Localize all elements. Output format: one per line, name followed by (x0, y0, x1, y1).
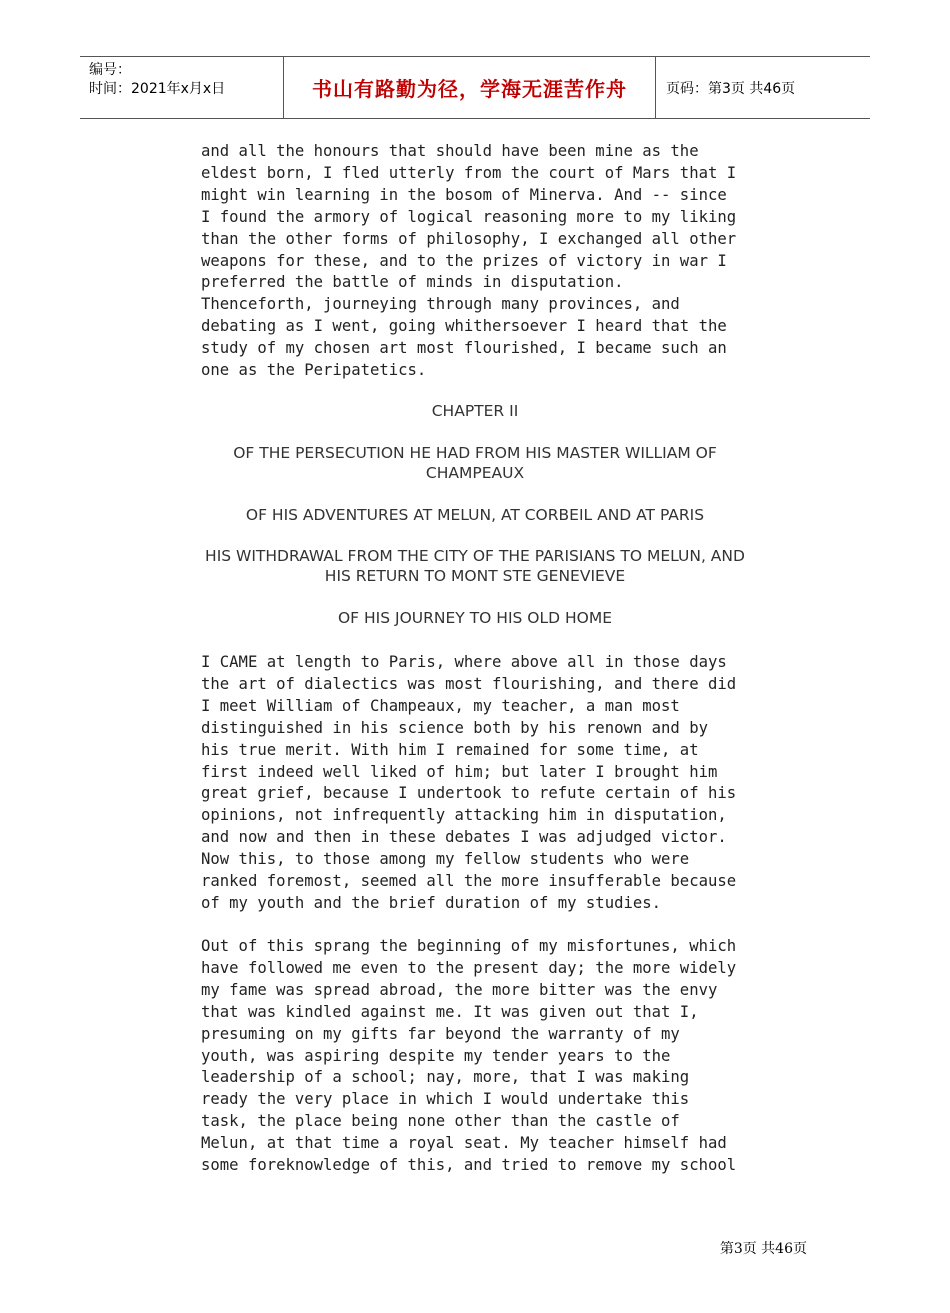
chapter-heading-4: OF HIS JOURNEY TO HIS OLD HOME (337, 609, 612, 627)
paragraph-2: I CAME at length to Paris, where above all in those days the art of dialectics was most flourishing, and there did I meet William of Champeaux, my teacher, a man most distinguished in his science both by his renown and by his true merit. With him I remained for some time, at first indeed well liked of him; but later I brought him great grief, because I undertook to refute certain of his opinions, not infrequently attacking him in disputation, and now and then in these debates I was adjudged victor. Now this, to those among my fellow students who were ranked foremost, seemed all the more insufferable because of my youth and the brief duration of my studies. (201, 653, 737, 912)
chapter-heading-3: HIS WITHDRAWAL FROM THE CITY OF THE PARISIANS TO MELUN, AND HIS RETURN TO MONT STE GENEVIEVE (205, 547, 745, 585)
page-header (80, 56, 870, 119)
paragraph-1: and all the honours that should have been mine as the eldest born, I fled utterly from the court of Mars that I might win learning in the bosom of Minerva. And -- since I found the armory of logical reasoning more to my liking than the other forms of philosophy, I exchanged all other weapons for these, and to the prizes of victory in war I preferred the battle of minds in disputation. Thenceforth, journeying through many provinces, and debating as I went, going whithersoever I heard that the study of my chosen art most flourished, I became such an one as the Peripatetics. (201, 142, 737, 380)
chapter-title: CHAPTER II (431, 402, 519, 420)
chapter-heading-2: OF HIS ADVENTURES AT MELUN, AT CORBEIL AND AT PARIS (245, 506, 705, 524)
page-footer: 第3页 共46页 (719, 1241, 807, 1257)
header-meta (80, 57, 283, 118)
number-label: 编号： (89, 62, 131, 78)
paragraph-3: Out of this sprang the beginning of my misfortunes, which have followed me even to the present day; the more widely my fame was spread abroad, the more bitter was the envy that was kindled against me. It was given out that I, presuming on my gifts far beyond the warranty of my youth, was aspiring despite my tender years to the leadership of a school; nay, more, that I was making ready the very place in which I would undertake this task, the place being none other than the castle of Melun, at that time a royal seat. My teacher himself had some foreknowledge of this, and tried to remove my school (201, 937, 737, 1175)
chapter-heading-1: OF THE PERSECUTION HE HAD FROM HIS MASTER WILLIAM OF CHAMPEAUX (233, 444, 717, 482)
date-label: 时间：2021年x月x日 (89, 81, 226, 97)
header-page-code: 页码：第3页 共46页 (666, 80, 796, 97)
header-motto: 书山有路勤为径，学海无涯苦作舟 (283, 57, 656, 118)
